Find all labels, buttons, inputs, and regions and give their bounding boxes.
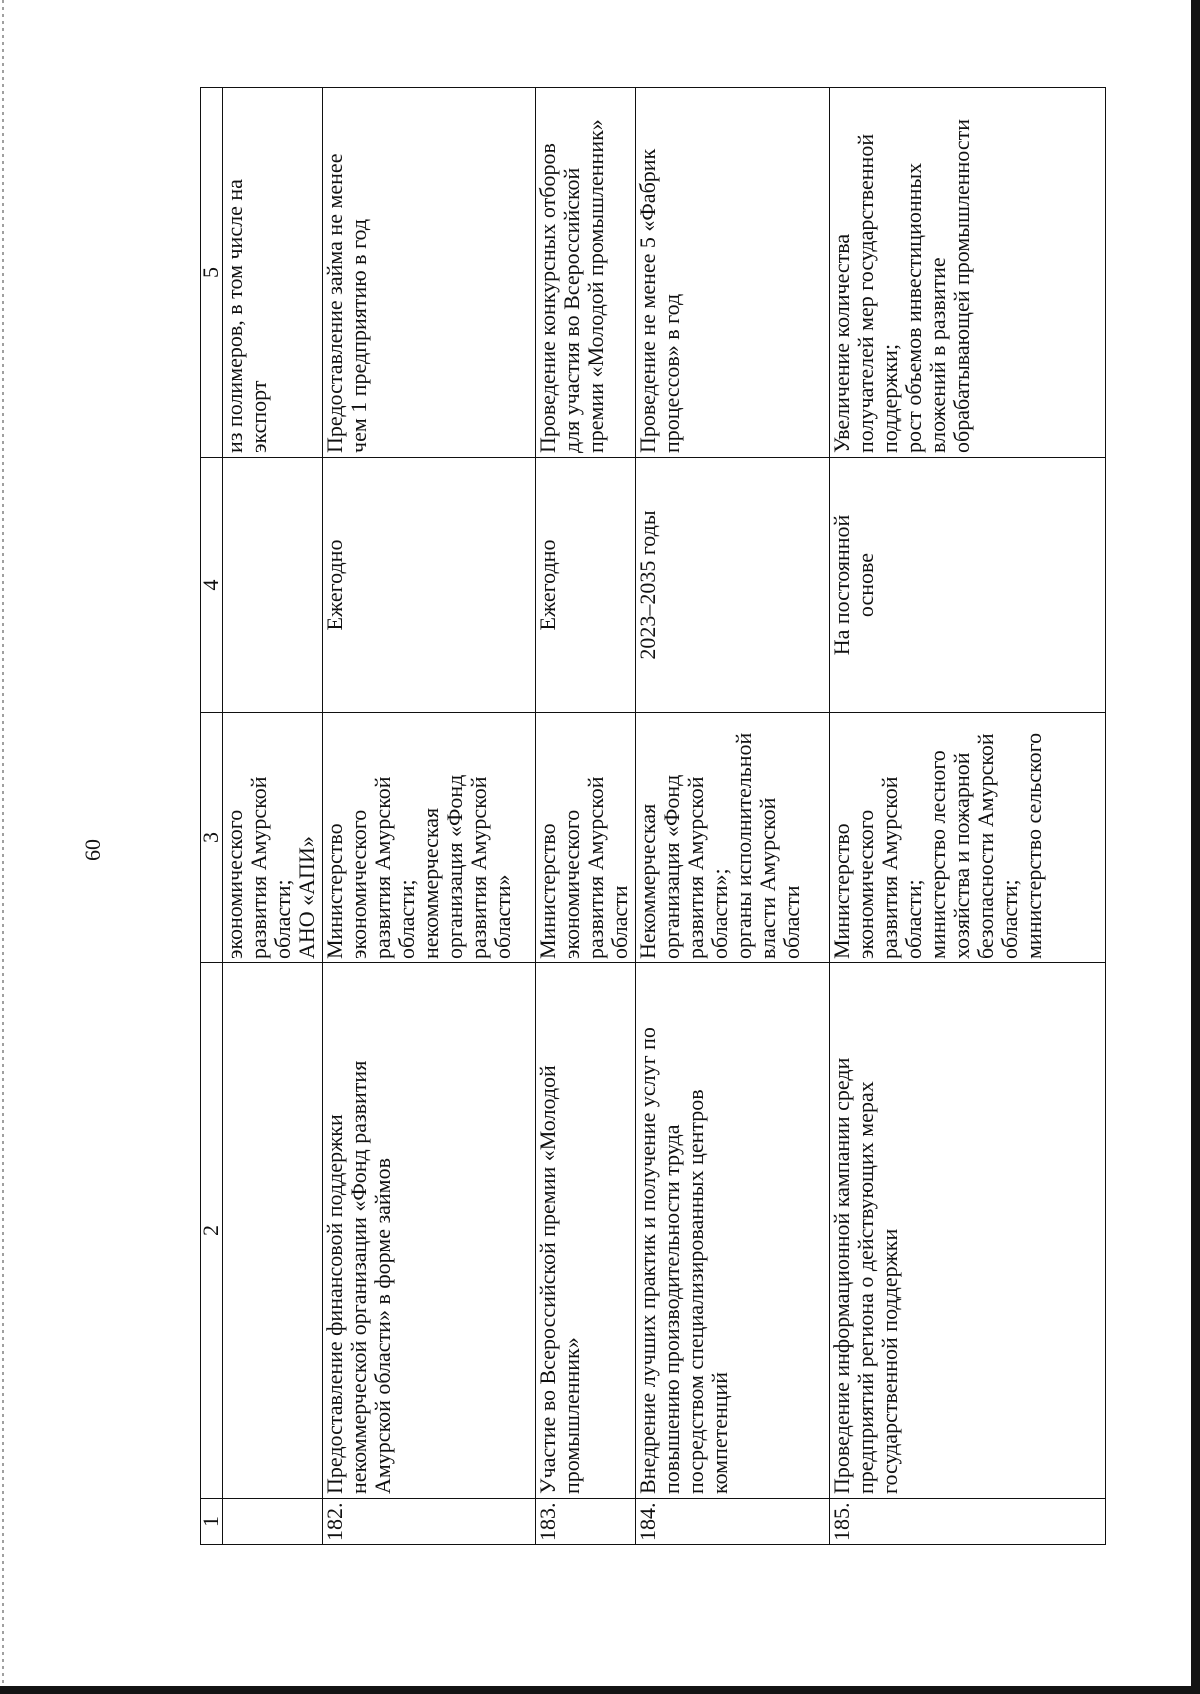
- measure-name: [223, 963, 323, 1499]
- measures-table: [200, 87, 1106, 1545]
- row-number: 182.: [323, 1499, 536, 1545]
- deadline: Ежегодно: [323, 458, 536, 713]
- row-number: 183.: [536, 1499, 636, 1545]
- responsible-executors: Некоммерческая организация «Фонд развития Амурской области»; органы исполнительной власти Амурской области: [636, 713, 830, 963]
- column-header-3: 3: [201, 713, 223, 963]
- deadline: 2023–2035 годы: [636, 458, 830, 713]
- measure-name: Участие во Всероссийской премии «Молодой промышленник»: [536, 963, 636, 1499]
- expected-result: Предоставление займа не менее чем 1 предприятию в год: [323, 88, 536, 458]
- responsible-executors: Министерство экономического развития Амурской области; некоммерческая организация «Фонд развития Амурской области»: [323, 713, 536, 963]
- table-row: [536, 88, 636, 1545]
- row-number: [223, 1499, 323, 1545]
- column-header-2: 2: [201, 963, 223, 1499]
- deadline: [223, 458, 323, 713]
- document-table-rotated: [200, 88, 1105, 1545]
- column-header-5: 5: [201, 88, 223, 458]
- expected-result: Увеличение количества получателей мер государственной поддержки; рост объемов инвестиционных вложений в развитие обрабатывающей промышленности: [830, 88, 1106, 458]
- scan-edge-bottom: [0, 1686, 1200, 1694]
- scan-edge-left: [2, 0, 4, 1686]
- table-row: [636, 88, 830, 1545]
- measure-name: Проведение информационной кампании среди предприятий региона о действующих мерах государственной поддержки: [830, 963, 1106, 1499]
- deadline: На постоянной основе: [830, 458, 1106, 713]
- measure-name: Внедрение лучших практик и получение услуг по повышению производительности труда посредством специализированных центров компетенций: [636, 963, 830, 1499]
- column-header-1: 1: [201, 1499, 223, 1545]
- row-number: 184.: [636, 1499, 830, 1545]
- page-number: 60: [80, 839, 105, 861]
- table-row: [323, 88, 536, 1545]
- responsible-executors: Министерство экономического развития Амурской области: [536, 713, 636, 963]
- deadline: Ежегодно: [536, 458, 636, 713]
- responsible-executors: Министерство экономического развития Амурской области; министерство лесного хозяйства и пожарной безопасности Амурской области; министерство сельского: [830, 713, 1106, 963]
- expected-result: из полимеров, в том числе на экспорт: [223, 88, 323, 458]
- scan-edge-right: [1191, 0, 1200, 1694]
- responsible-executors: экономического развития Амурской области; АНО «АПИ»: [223, 713, 323, 963]
- row-number: 185.: [830, 1499, 1106, 1545]
- table-row: [830, 88, 1106, 1545]
- measure-name: Предоставление финансовой поддержки некоммерческой организации «Фонд развития Амурской области» в форме займов: [323, 963, 536, 1499]
- expected-result: Проведение конкурсных отборов для участия во Всероссийской премии «Молодой промышленник»: [536, 88, 636, 458]
- column-header-4: 4: [201, 458, 223, 713]
- table-header-row: [201, 88, 223, 1545]
- table-row: [223, 88, 323, 1545]
- expected-result: Проведение не менее 5 «Фабрик процессов» в год: [636, 88, 830, 458]
- document-table-frame: [198, 86, 1107, 1547]
